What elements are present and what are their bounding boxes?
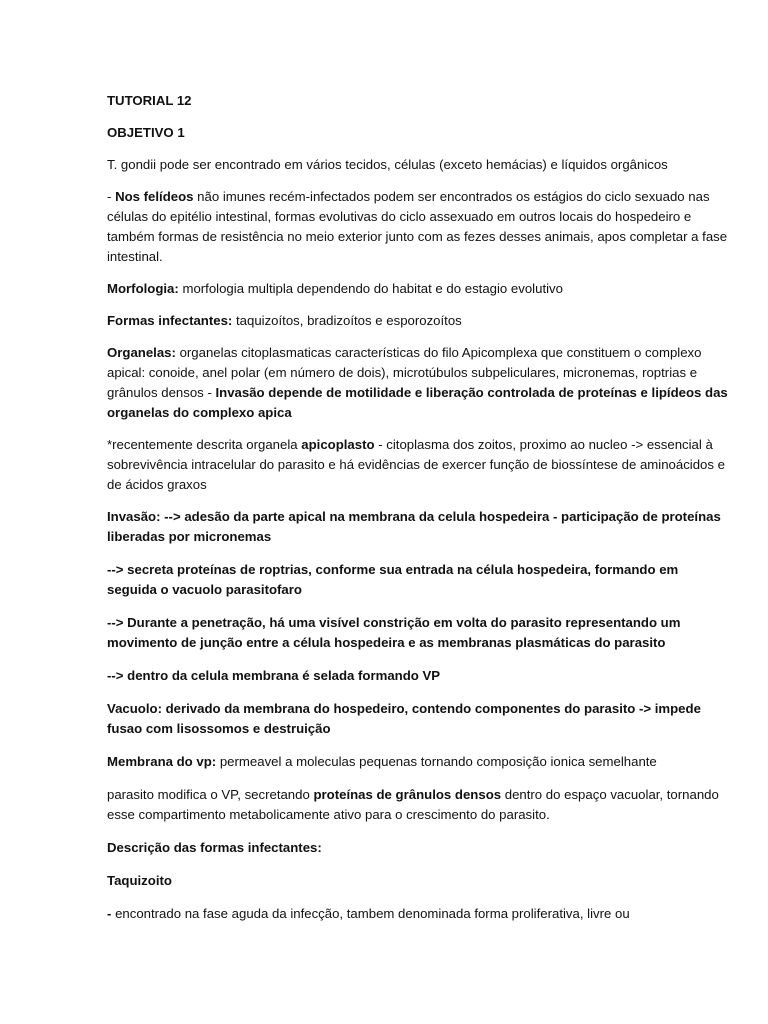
- organelas-bold-note: Invasão depende de motilidade e liberação controlada de proteínas e lipídeos das organelas do complexo apica: [107, 385, 728, 420]
- paragraph-formas-infectantes: [107, 311, 728, 331]
- organelas-label: Organelas:: [107, 345, 176, 360]
- membrana-label: Membrana do vp:: [107, 754, 217, 769]
- felideos-text: não imunes recém-infectados podem ser encontrados os estágios do ciclo sexuado nas células do epitélio intestinal, formas evolutivas do ciclo assexuado em outros locais do hospedeiro e também formas de resistência no meio exterior junto com as fezes desses animais, apos completar a fase intestinal.: [107, 189, 728, 264]
- morfologia-label: Morfologia:: [107, 281, 179, 296]
- organelas-text: organelas citoplasmaticas características do filo Apicomplexa que constituem o complexo apical: conoide, anel polar (em número de dois), microtúbulos subpeliculares, micronemas, roptrias e grânulos densos -: [107, 345, 702, 400]
- membrana-text: permeavel a moleculas pequenas tornando composição ionica semelhante: [216, 754, 657, 769]
- paragraph-modifica: [107, 785, 728, 825]
- paragraph-felideos: [107, 187, 728, 267]
- apicoplasto-text2: - citoplasma dos zoitos, proximo ao nucleo -> essencial à sobrevivência intracelular do parasito e há evidências de exercer função de biossíntese de aminoácidos e de ácidos graxos: [107, 437, 725, 492]
- paragraph-invasao: Invasão: --> adesão da parte apical na membrana da celula hospedeira - participação de proteínas liberadas por micronemas: [107, 509, 721, 544]
- paragraph-vacuolo: Vacuolo: derivado da membrana do hospedeiro, contendo componentes do parasito -> impede fusao com lisossomos e destruição: [107, 701, 701, 736]
- felideos-prefix: -: [107, 189, 116, 204]
- morfologia-text: morfologia multipla dependendo do habitat e do estagio evolutivo: [178, 281, 563, 296]
- encontrado-text: encontrado na fase aguda da infecção, tambem denominada forma proliferativa, livre ou: [111, 906, 630, 921]
- modifica-text2: dentro do espaço vacuolar, tornando esse compartimento metabolicamente ativo para o crescimento do parasito.: [107, 787, 719, 822]
- modifica-text: parasito modifica o VP, secretando: [107, 787, 314, 802]
- formas-label: Formas infectantes:: [107, 313, 233, 328]
- paragraph-organelas: [107, 343, 728, 423]
- modifica-bold: proteínas de grânulos densos: [313, 787, 502, 802]
- apicoplasto-bold: apicoplasto: [301, 437, 375, 452]
- paragraph-dentro: --> dentro da celula membrana é selada formando VP: [107, 668, 441, 683]
- document-title: TUTORIAL 12: [107, 93, 192, 108]
- paragraph-membrana: [107, 752, 728, 772]
- paragraph-penetracao: --> Durante a penetração, há uma visível constrição em volta do parasito representando um movimento de junção entre a célula hospedeira e as membranas plasmáticas do parasito: [107, 615, 681, 650]
- felideos-bold: Nos felídeos: [115, 189, 194, 204]
- paragraph-descricao: Descrição das formas infectantes:: [107, 840, 322, 855]
- paragraph-morfologia: [107, 279, 728, 299]
- apicoplasto-text: *recentemente descrita organela: [107, 437, 302, 452]
- objective-heading: OBJETIVO 1: [107, 125, 185, 140]
- encontrado-dash: -: [107, 906, 112, 921]
- paragraph-intro: T. gondii pode ser encontrado em vários tecidos, células (exceto hemácias) e líquidos orgânicos: [107, 157, 668, 172]
- paragraph-secreta: --> secreta proteínas de roptrias, conforme sua entrada na célula hospedeira, formando em seguida o vacuolo parasitofaro: [107, 562, 679, 597]
- paragraph-encontrado: [107, 904, 728, 924]
- paragraph-taquizoito: Taquizoito: [107, 873, 172, 888]
- formas-text: taquizoítos, bradizoítos e esporozoítos: [232, 313, 462, 328]
- paragraph-apicoplasto: [107, 435, 728, 495]
